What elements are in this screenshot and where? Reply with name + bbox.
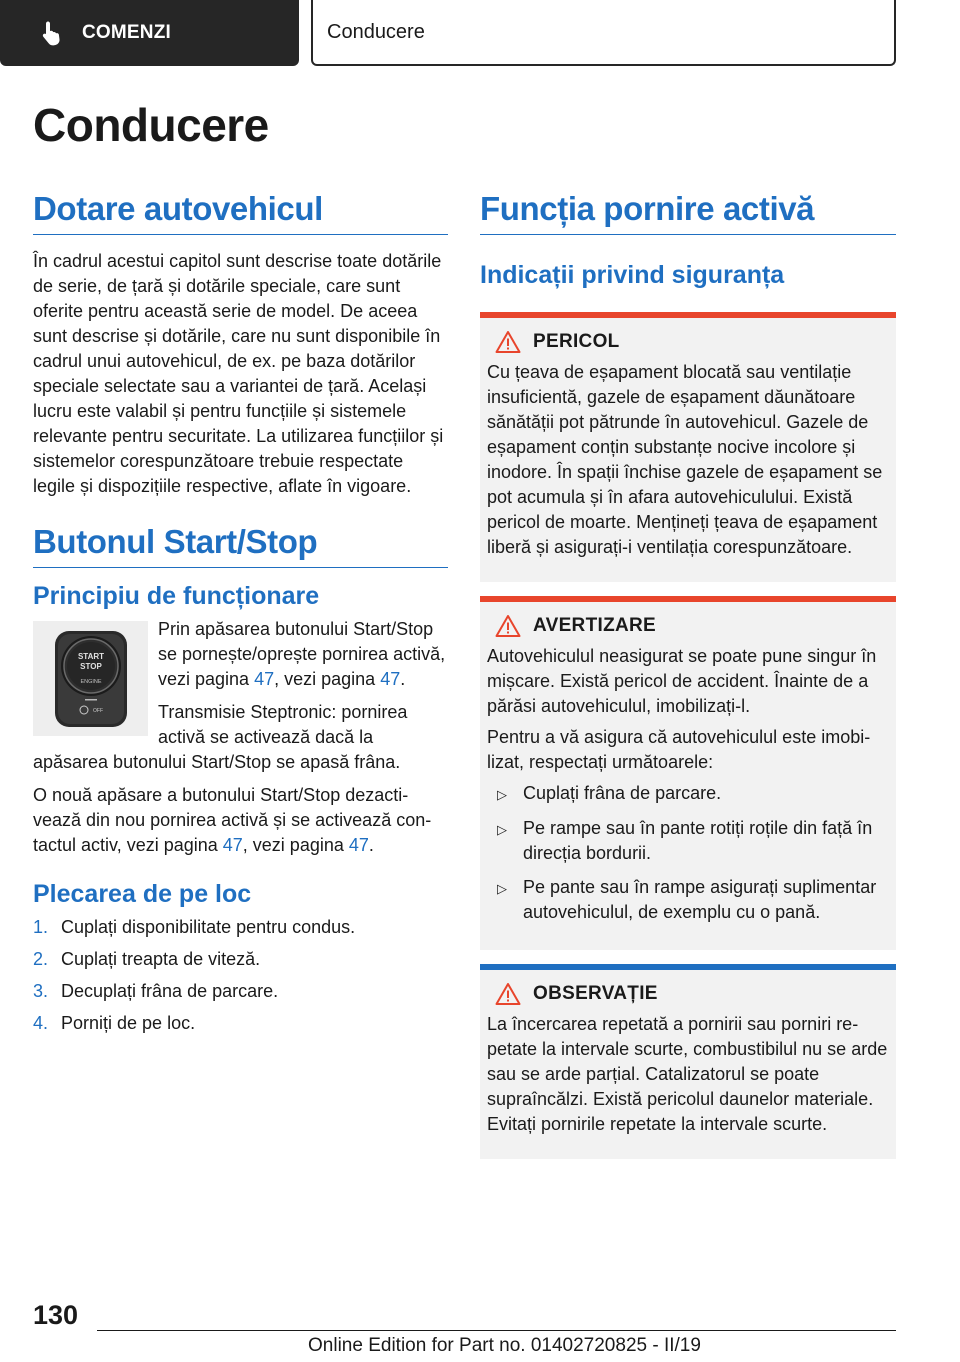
callout-observatie bbox=[480, 964, 896, 1159]
callout-text: La încercarea repetată a pornirii sau porniri repetate la intervale scurte, combustibilul nu se arde sau se arde parțial. Catalizatorul se poate supraîncălzi. Există pericolul daunelor materiale. Evitați pornirile repetate la intervale scurte. bbox=[487, 1014, 888, 1134]
page-link[interactable]: 47 bbox=[348, 835, 369, 855]
steps-list bbox=[33, 915, 448, 1036]
callout-bar bbox=[480, 596, 896, 602]
triangle-bullet-icon: ▷ bbox=[497, 822, 507, 837]
list-item: 1. Cuplați disponibilitate pentru condus. bbox=[33, 917, 356, 937]
list-item: 3. Decuplați frâna de parcare. bbox=[33, 981, 279, 1001]
callout-avertizare bbox=[480, 596, 896, 950]
callout-title: OBSERVAȚIE bbox=[533, 983, 658, 1004]
section-label: COMENZI bbox=[82, 22, 172, 43]
list-item: ▷ Pe pante sau în rampe asigurați suplimentar autovehiculul, de exemplu cu o pană. bbox=[487, 875, 888, 925]
pointing-hand-icon bbox=[40, 20, 64, 46]
callout-bar bbox=[480, 312, 896, 318]
warning-triangle-icon bbox=[495, 614, 521, 638]
page-link[interactable]: 47 bbox=[380, 669, 401, 689]
paragraph-principiu: Prin apăsarea butonului Start/Stop se pornește/oprește pornirea activă, vezi pagina 47, vezi pagina 47. bbox=[158, 619, 446, 689]
triangle-bullet-icon: ▷ bbox=[497, 881, 507, 896]
paragraph-noua-apasare: O nouă apăsare a butonului Start/Stop dezactivează din nou pornirea activă și se activează contactul activ, vezi pagina 47, vezi pagina 47. bbox=[33, 785, 432, 855]
left-column bbox=[33, 190, 448, 1043]
svg-text:START: START bbox=[77, 652, 105, 661]
callout-title: AVERTIZARE bbox=[533, 615, 656, 636]
list-item: ▷ Cuplați frâna de parcare. bbox=[487, 781, 888, 807]
list-item: 4. Porniți de pe loc. bbox=[33, 1013, 196, 1033]
heading-plecare: Plecarea de pe loc bbox=[33, 880, 252, 908]
callout-list bbox=[487, 781, 888, 925]
page-title: Conducere bbox=[33, 99, 269, 151]
start-stop-button-image bbox=[33, 621, 148, 736]
callout-title: PERICOL bbox=[533, 331, 620, 352]
start-stop-button-icon bbox=[33, 621, 148, 736]
heading-principiu: Principiu de funcționare bbox=[33, 582, 320, 610]
callout-text: Cu țeava de eșapament blocată sau ventilație insuficientă, gazele de eșapament dăunătoare sănătății pot pătrunde în autovehicul. Gazele de eșapament conțin substanțe nocive incolore și inodore. În spații închise gazele de eșapament se pot acumula și în afara autovehiculului. Există pericol de moarte. Mențineți țeava de eșapament liberă și asigurați-i ventilația corespunzătoare. bbox=[487, 362, 883, 557]
warning-triangle-icon bbox=[495, 982, 521, 1006]
list-item: 2. Cuplați treapta de viteză. bbox=[33, 949, 261, 969]
page-link[interactable]: 47 bbox=[222, 835, 243, 855]
callout-text: Autovehiculul neasigurat se poate pune singur în mișcare. Există pericol de accident. Înainte de a părăsi autovehiculul, imobilizați-l. bbox=[487, 646, 877, 716]
right-column bbox=[480, 190, 896, 1173]
triangle-bullet-icon: ▷ bbox=[497, 787, 507, 802]
section-tab[interactable] bbox=[0, 0, 299, 66]
list-item: ▷ Pe rampe sau în pante rotiți roțile din față în direcția bordurii. bbox=[487, 816, 888, 866]
page-link[interactable]: 47 bbox=[254, 669, 275, 689]
svg-text:STOP: STOP bbox=[80, 662, 102, 671]
page-header bbox=[0, 0, 960, 66]
start-stop-section bbox=[33, 617, 448, 858]
svg-text:OFF: OFF bbox=[93, 708, 103, 714]
chapter-tab[interactable] bbox=[311, 0, 896, 66]
warning-triangle-icon bbox=[495, 330, 521, 354]
heading-indicatii: Indicații privind siguranța bbox=[480, 261, 785, 289]
heading-dotare: Dotare autovehicul bbox=[33, 190, 448, 235]
paragraph-dotare: În cadrul acestui capitol sunt descrise toate dotările de serie, de țară și dotările speciale, care sunt oferite pentru această serie de model. De aceea sunt descrise și dotările, care nu sunt disponibile în cadrul unui autovehicul, de ex. pe baza dotărilor speciale selectate sau a variantei de țară. Același lucru este valabil și pentru funcțiile și sistemele relevante pentru securitate. La utilizarea funcțiilor și sistemelor corespunzătoare trebuie respectate legile și dispozițiile respective, aflate în vigoare. bbox=[33, 251, 444, 496]
footer-divider bbox=[97, 1330, 896, 1331]
callout-pericol bbox=[480, 312, 896, 582]
callout-text: Pentru a vă asigura că autovehiculul este imobilizat, respectați următoarele: bbox=[487, 727, 871, 772]
paragraph-steptronic: Transmisie Steptronic: pornirea activă se activează dacă la apăsarea butonului Start/Stop se apasă frâna. bbox=[33, 702, 408, 772]
chapter-label: Conducere bbox=[327, 20, 425, 43]
heading-functia: Funcția pornire activă bbox=[480, 190, 896, 235]
callout-bar bbox=[480, 964, 896, 970]
footer-edition: Online Edition for Part no. 01402720825 - II/19 bbox=[308, 1335, 701, 1356]
heading-buton: Butonul Start/Stop bbox=[33, 523, 448, 568]
svg-text:ENGINE: ENGINE bbox=[80, 679, 102, 685]
page-number: 130 bbox=[33, 1300, 79, 1330]
